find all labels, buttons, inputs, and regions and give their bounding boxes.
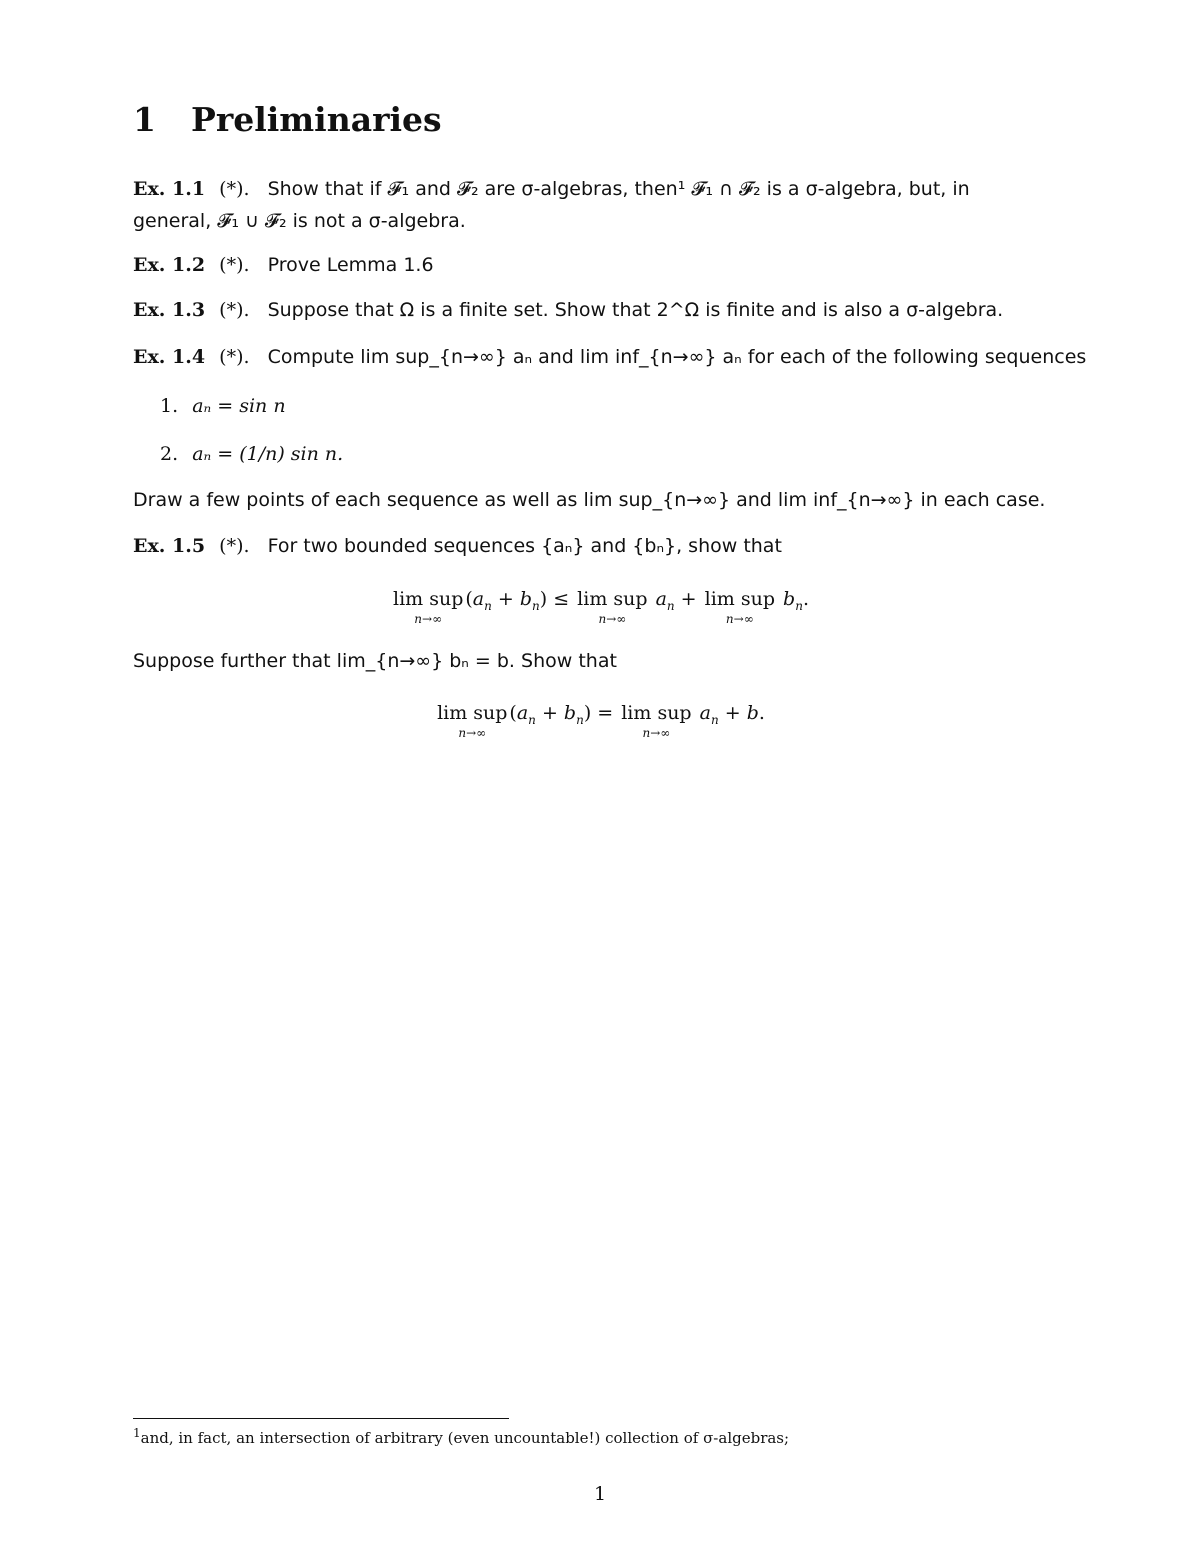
section-heading bbox=[133, 100, 442, 139]
page-number: 1 bbox=[593, 1483, 607, 1505]
list-expression: aₙ = sin n bbox=[192, 395, 286, 417]
limsup-operator: lim sup n→∞ bbox=[393, 588, 464, 626]
footnote bbox=[133, 1426, 789, 1447]
list-item-2 bbox=[160, 443, 343, 465]
exercise-text-line1: Show that if 𝓕₁ and 𝓕₂ are σ-algebras, then¹ 𝓕₁ ∩ 𝓕₂ is a σ-algebra, but, in bbox=[267, 178, 970, 200]
exercise-mark: (*). bbox=[219, 346, 250, 368]
list-number: 2. bbox=[160, 443, 179, 465]
list-item-1 bbox=[160, 395, 286, 417]
exercise-1-3 bbox=[133, 299, 1003, 321]
exercise-label: Ex. 1.2 bbox=[133, 254, 206, 276]
footnote-mark: 1 bbox=[133, 1426, 141, 1440]
exercise-label: Ex. 1.1 bbox=[133, 178, 206, 200]
section-title: Preliminaries bbox=[191, 100, 442, 139]
list-number: 1. bbox=[160, 395, 179, 417]
limsup-operator: lim sup n→∞ bbox=[577, 588, 648, 626]
exercise-1-1-cont bbox=[133, 210, 466, 232]
limsup-operator: lim sup n→∞ bbox=[704, 588, 775, 626]
exercise-1-4 bbox=[133, 346, 1086, 368]
exercise-text-line2: general, 𝓕₁ ∪ 𝓕₂ is not a σ-algebra. bbox=[133, 210, 466, 232]
exercise-label: Ex. 1.5 bbox=[133, 535, 206, 557]
limsup-operator: lim sup n→∞ bbox=[437, 702, 508, 740]
suppose-statement bbox=[133, 650, 617, 672]
section-number: 1 bbox=[133, 100, 156, 139]
exercise-label: Ex. 1.4 bbox=[133, 346, 206, 368]
limsup-operator: lim sup n→∞ bbox=[621, 702, 692, 740]
exercise-mark: (*). bbox=[219, 535, 250, 557]
suppose-text: Suppose further that lim_{n→∞} bₙ = b. Show that bbox=[133, 650, 617, 672]
exercise-mark: (*). bbox=[219, 299, 250, 321]
footnote-rule bbox=[133, 1418, 509, 1419]
display-equation-1: lim sup n→∞ $(a_n + b_n) \le \lim$ sup n→∞ $a_n + \lim$ sup n→∞ $b_n$. bbox=[393, 588, 809, 626]
draw-instruction bbox=[133, 489, 1045, 511]
draw-text: Draw a few points of each sequence as well as lim sup_{n→∞} and lim inf_{n→∞} in each case. bbox=[133, 489, 1046, 511]
exercise-1-1 bbox=[133, 178, 970, 200]
display-equation-2: lim sup n→∞ $(a_n + b_n) = \lim$ sup n→∞ $a_n + b$. bbox=[437, 702, 765, 740]
exercise-1-2 bbox=[133, 254, 434, 276]
footnote-text: and, in fact, an intersection of arbitrary (even uncountable!) collection of σ-algebras; bbox=[140, 1429, 790, 1447]
exercise-label: Ex. 1.3 bbox=[133, 299, 206, 321]
exercise-1-5 bbox=[133, 535, 782, 557]
exercise-mark: (*). bbox=[219, 254, 250, 276]
list-expression: aₙ = (1/n) sin n. bbox=[192, 443, 344, 465]
exercise-text-line1: Suppose that Ω is a finite set. Show that 2^Ω is finite and is also a σ-algebra. bbox=[267, 299, 1004, 321]
exercise-text-line1: Prove Lemma 1.6 bbox=[267, 254, 434, 276]
exercise-text-line1: Compute lim sup_{n→∞} aₙ and lim inf_{n→∞} aₙ for each of the following sequences bbox=[267, 346, 1087, 368]
exercise-mark: (*). bbox=[219, 178, 250, 200]
exercise-text-line1: For two bounded sequences {aₙ} and {bₙ}, show that bbox=[267, 535, 782, 557]
